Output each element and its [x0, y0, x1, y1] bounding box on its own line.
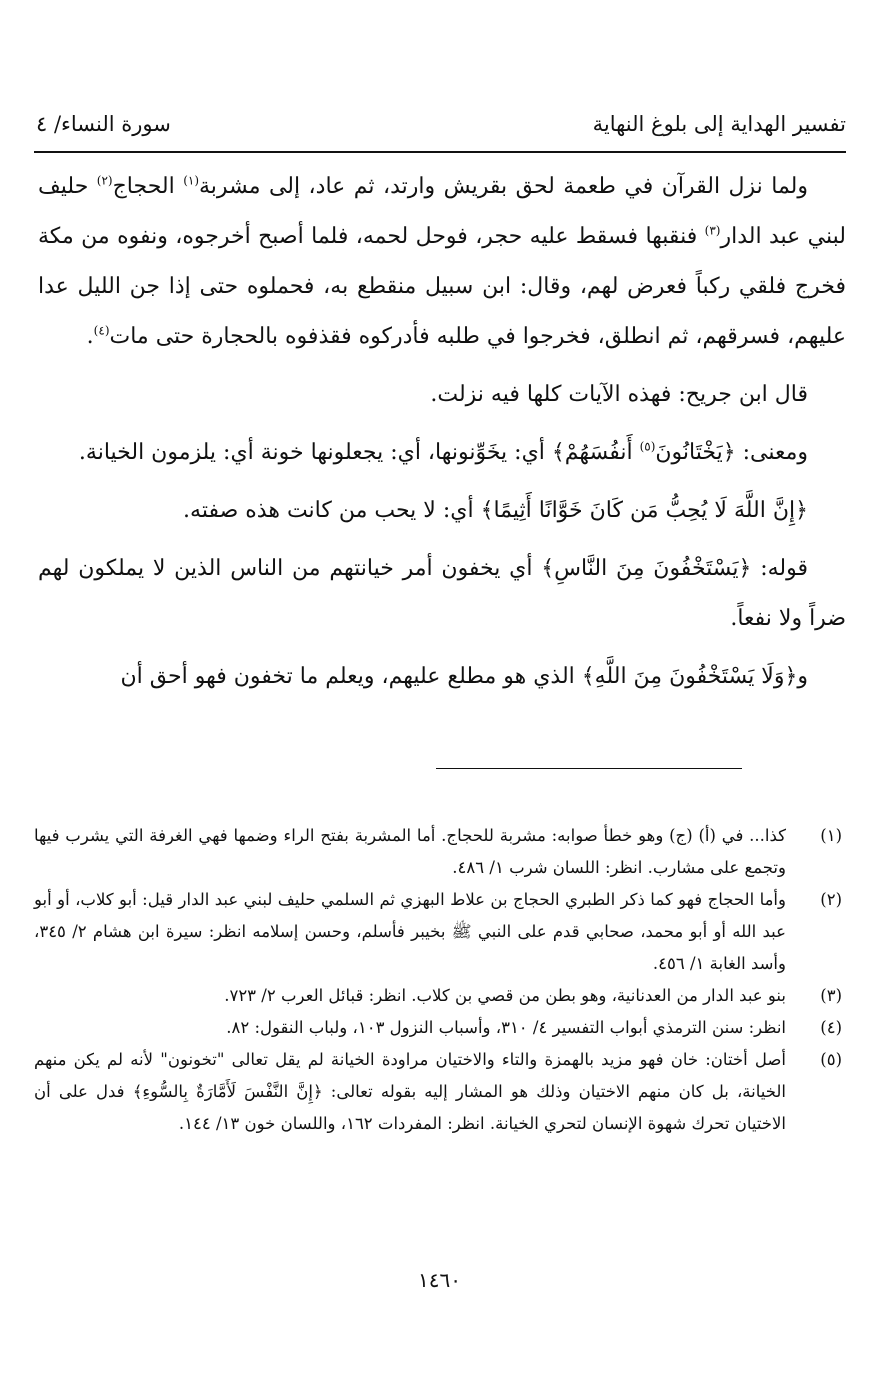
footnote-separator	[436, 768, 742, 769]
text-run: .	[86, 324, 94, 349]
paragraph-2: قال ابن جريح: فهذه الآيات كلها فيه نزلت.	[430, 382, 808, 407]
footnote-text: وأما الحجاج فهو كما ذكر الطبري الحجاج بن علاط البهزي ثم السلمي حليف لبني عبد الدار قيل: أبو كلاب، أو أبو عبد الله أو أبو محمد، صحابي قدم على النبي ﷺ بخيبر فأسلم، وحسن إسلامه انظر: سيرة ابن هشام ٢/ ٣٤٥، وأسد الغابة ١/ ٤٥٦.	[34, 890, 786, 973]
text-run: ولما نزل القرآن في طعمة لحق بقريش وارتد، ثم عاد، إلى مشربة	[199, 174, 808, 199]
footnote	[34, 884, 846, 980]
footnote	[34, 820, 846, 884]
footnote	[34, 1044, 846, 1140]
running-header	[36, 112, 846, 148]
footnote-ref: (٥)	[639, 439, 656, 454]
footnote-text: أصل أختان: خان فهو مزيد بالهمزة والتاء والاختيان مراودة الخيانة لم يقل تعالى "تخونون" لأنه لم يكن منهم الخيانة، بل كان منهم الاختيان وذلك هو المشار إليه بقوله تعالى: ﴿إِنَّ النَّفْسَ لَأَمَّارَةٌ بِالسُّوءِ﴾ فدل على أن الاختيان تحرك شهوة الإنسان لتحري الخيانة. انظر: المفردات ١٦٢، واللسان خون ١٣/ ١٤٤.	[34, 1050, 786, 1133]
footnote-number: (٤)	[820, 1018, 842, 1037]
footnote-number: (١)	[820, 826, 842, 845]
paragraph-6: و﴿وَلَا يَسْتَخْفُونَ مِنَ اللَّهِ﴾ الذي هو مطلع عليهم، ويعلم ما تخفون فهو أحق أن	[120, 664, 808, 689]
footnote-number: (٢)	[820, 890, 842, 909]
footnotes	[34, 820, 846, 1140]
paragraph-5: قوله: ﴿يَسْتَخْفُونَ مِنَ النَّاسِ﴾ أي يخفون أمر خيانتهم من الناس الذين لا يملكون لهم ضراً ولا نفعاً.	[38, 556, 846, 631]
text-run: ومعنى: ﴿يَخْتَانُونَ	[655, 440, 808, 465]
book-title: تفسير الهداية إلى بلوغ النهاية	[592, 112, 846, 136]
footnote-number: (٥)	[820, 1050, 842, 1069]
main-text	[38, 162, 846, 710]
paragraph-3	[38, 428, 846, 478]
paragraph-4: ﴿إِنَّ اللَّهَ لَا يُحِبُّ مَن كَانَ خَوَّانًا أَثِيمًا﴾ أي: لا يحب من كانت هذه صفته.	[183, 498, 808, 523]
footnote	[34, 1012, 846, 1044]
footnote-text: كذا... في (أ) (ج) وهو خطأ صوابه: مشربة للحجاج. أما المشربة بفتح الراء وضمها فهي الغرفة التي يشرب فيها وتجمع على مشارب. انظر: اللسان شرب ١/ ٤٨٦.	[34, 826, 786, 877]
footnote-number: (٣)	[820, 986, 842, 1005]
footnote-ref: (٤)	[93, 323, 110, 338]
text-run: أَنفُسَهُمْ﴾ أي: يخَوِّنونها، أي: يجعلونها خونة أي: يلزمون الخيانة.	[78, 440, 640, 465]
page-number: ١٤٦٠	[418, 1268, 461, 1292]
surah-label: سورة النساء/ ٤	[36, 112, 171, 136]
footnote-text: انظر: سنن الترمذي أبواب التفسير ٤/ ٣١٠، وأسباب النزول ١٠٣، ولباب النقول: ٨٢.	[226, 1018, 786, 1037]
footnote	[34, 980, 846, 1012]
header-rule	[34, 151, 846, 153]
footnote-ref: (١)	[183, 173, 200, 188]
footnote-ref: (٢)	[96, 173, 113, 188]
text-run: فنقبها فسقط عليه حجر، فوحل لحمه، فلما أصبح أخرجوه، ونفوه من مكة فخرج فلقي ركباً فعرض لهم، وقال: ابن سبيل منقطع به، فحملوه حتى إذا جن الليل عدا عليهم، فسرقهم، ثم انطلق، فخرجوا في طلبه فأدركوه فقذفوه بالحجارة حتى مات	[38, 224, 846, 349]
text-run: حليف لبني عبد الدار	[38, 174, 846, 249]
footnote-text: بنو عبد الدار من العدنانية، وهو بطن من قصي بن كلاب. انظر: قبائل العرب ٢/ ٧٢٣.	[224, 986, 786, 1005]
text-run: الحجاج	[112, 174, 184, 199]
footnote-ref: (٣)	[704, 223, 721, 238]
paragraph-1	[38, 162, 846, 362]
